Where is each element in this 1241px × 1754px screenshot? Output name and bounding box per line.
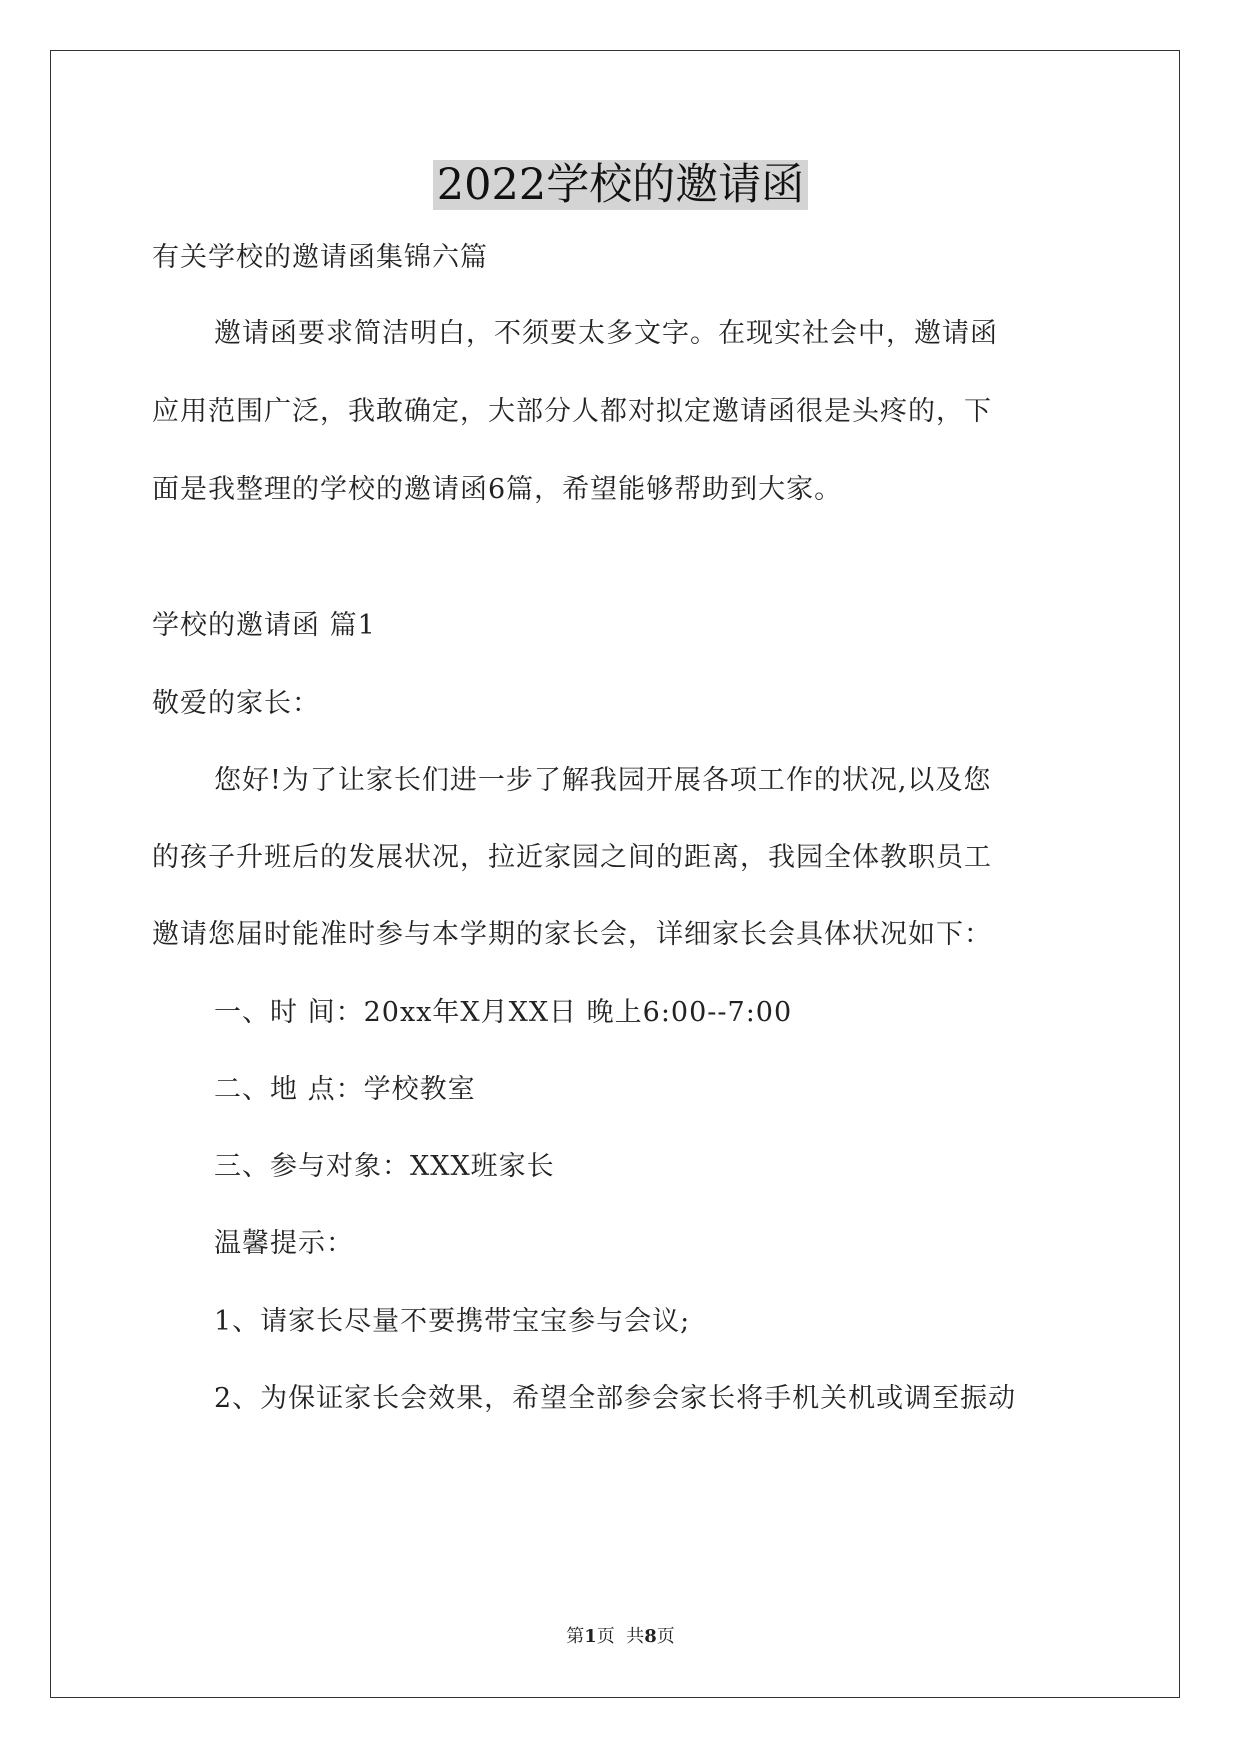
footer-prefix: 第 [566, 1626, 585, 1647]
body-line-1: 您好!为了让家长们进一步了解我园开展各项工作的状况,以及您 [214, 765, 992, 796]
item-time: 一、时 间：20xx年X月XX日 晚上6:00--7:00 [214, 997, 793, 1028]
section-heading: 学校的邀请函 篇1 [152, 610, 376, 641]
footer-total-pages: 8 [644, 1626, 657, 1647]
page-footer [0, 1622, 1241, 1648]
footer-suffix: 页 [656, 1626, 675, 1647]
intro-line-2: 应用范围广泛，我敢确定，大部分人都对拟定邀请函很是头疼的，下 [152, 396, 992, 427]
salutation: 敬爱的家长： [152, 688, 320, 719]
tip-1: 1、请家长尽量不要携带宝宝参与会议; [214, 1306, 691, 1337]
item-place: 二、地 点：学校教室 [214, 1074, 476, 1105]
footer-mid: 页 共 [596, 1626, 645, 1647]
subtitle: 有关学校的邀请函集锦六篇 [152, 242, 488, 273]
intro-line-1: 邀请函要求简洁明白，不须要太多文字。在现实社会中，邀请函 [214, 318, 998, 349]
body-line-3: 邀请您届时能准时参与本学期的家长会，详细家长会具体状况如下： [152, 919, 992, 950]
tips-heading: 温馨提示： [214, 1228, 354, 1259]
footer-current-page: 1 [584, 1626, 597, 1647]
item-audience: 三、参与对象：XXX班家长 [214, 1151, 555, 1182]
tip-2: 2、为保证家长会效果，希望全部参会家长将手机关机或调至振动 [214, 1383, 1017, 1414]
intro-line-3: 面是我整理的学校的邀请函6篇，希望能够帮助到大家。 [152, 474, 843, 505]
body-line-2: 的孩子升班后的发展状况，拉近家园之间的距离，我园全体教职员工 [152, 842, 992, 873]
document-title: 2022学校的邀请函 [0, 155, 1241, 215]
